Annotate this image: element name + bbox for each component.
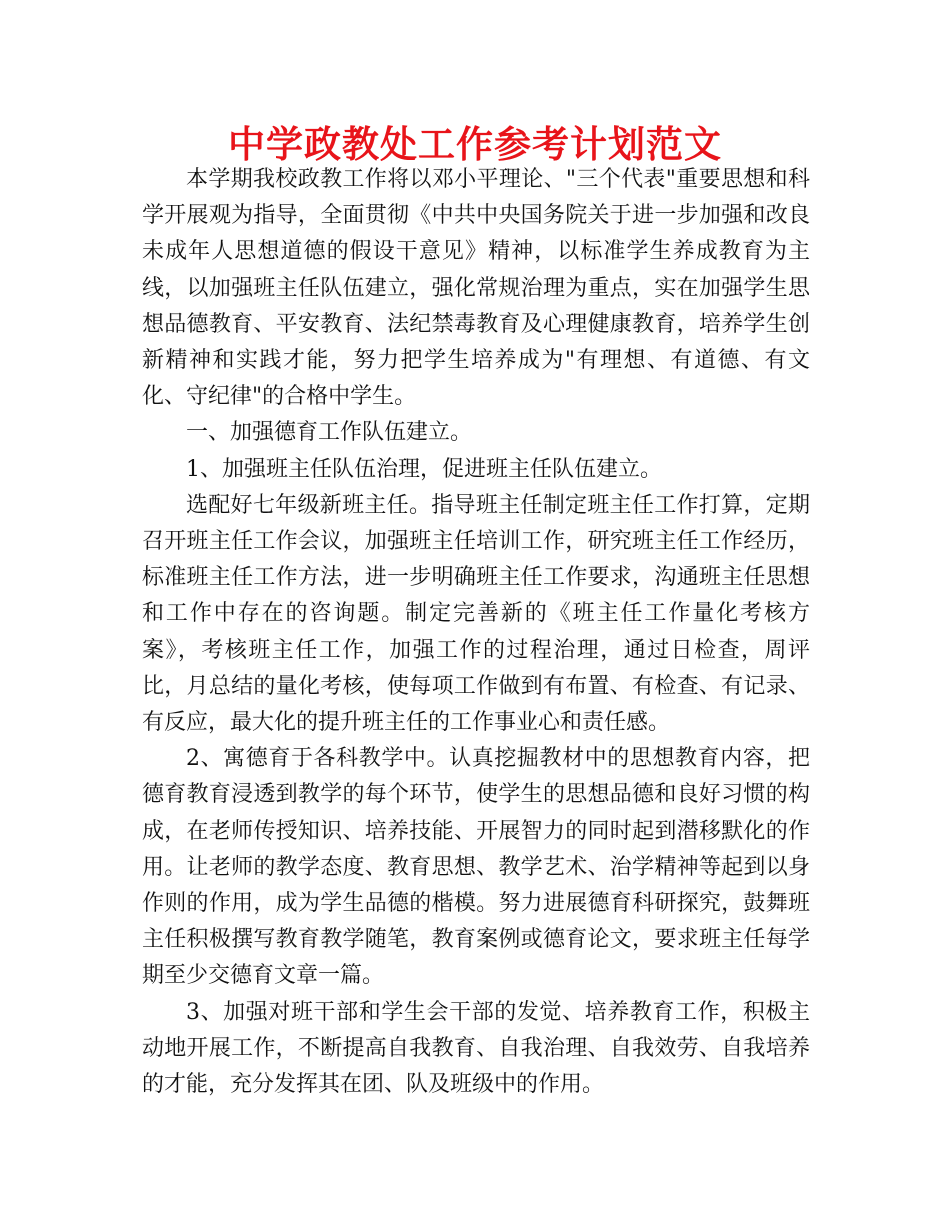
document-title: 中学政教处工作参考计划范文 — [228, 123, 722, 166]
paragraph-section-heading-1: 一、加强德育工作队伍建立。 — [186, 420, 473, 446]
paragraph-item-1: 1、加强班主任队伍治理，促进班主任队伍建立。 — [186, 456, 662, 482]
paragraph-intro: 本学期我校政教工作将以邓小平理论、"三个代表"重要思想和科学开展观为指导，全面贯彻《中共中央国务院关于进一步加强和改良未成年人思想道德的假设干意见》精神，以标准学生养成教育为主线，以加强班主任队伍建立，强化常规治理为重点，实在加强学生思想品德教育、平安教育、法纪禁毒教育及心理健康教育，培养学生创新精神和实践才能，努力把学生培养成为"有理想、有道德、有文化、守纪律"的合格中学生。 — [142, 167, 810, 410]
paragraph-class-teacher: 选配好七年级新班主任。指导班主任制定班主任工作打算，定期召开班主任工作会议，加强班主任培训工作，研究班主任工作经历，标准班主任工作方法，进一步明确班主任工作要求，沟通班主任思想和工作中存在的咨询题。制定完善新的《班主任工作量化考核方案》，考核班主任工作，加强工作的过程治理，通过日检查，周评比，月总结的量化考核，使每项工作做到有布置、有检查、有记录、有反应，最大化的提升班主任的工作事业心和责任感。 — [142, 492, 810, 736]
paragraph-item-3: 3、加强对班干部和学生会干部的发觉、培养教育工作，积极主动地开展工作，不断提高自我教育、自我治理、自我效劳、自我培养的才能，充分发挥其在团、队及班级中的作用。 — [142, 999, 810, 1098]
paragraph-item-2: 2、寓德育于各科教学中。认真挖掘教材中的思想教育内容，把德育教育浸透到教学的每个环节，使学生的思想品德和良好习惯的构成，在老师传授知识、培养技能、开展智力的同时起到潜移默化的作用。让老师的教学态度、教育思想、教学艺术、治学精神等起到以身作则的作用，成为学生品德的楷模。努力进展德育科研探究，鼓舞班主任积极撰写教育教学随笔，教育案例或德育论文，要求班主任每学期至少交德育文章一篇。 — [142, 746, 810, 989]
document-body — [142, 162, 810, 1103]
